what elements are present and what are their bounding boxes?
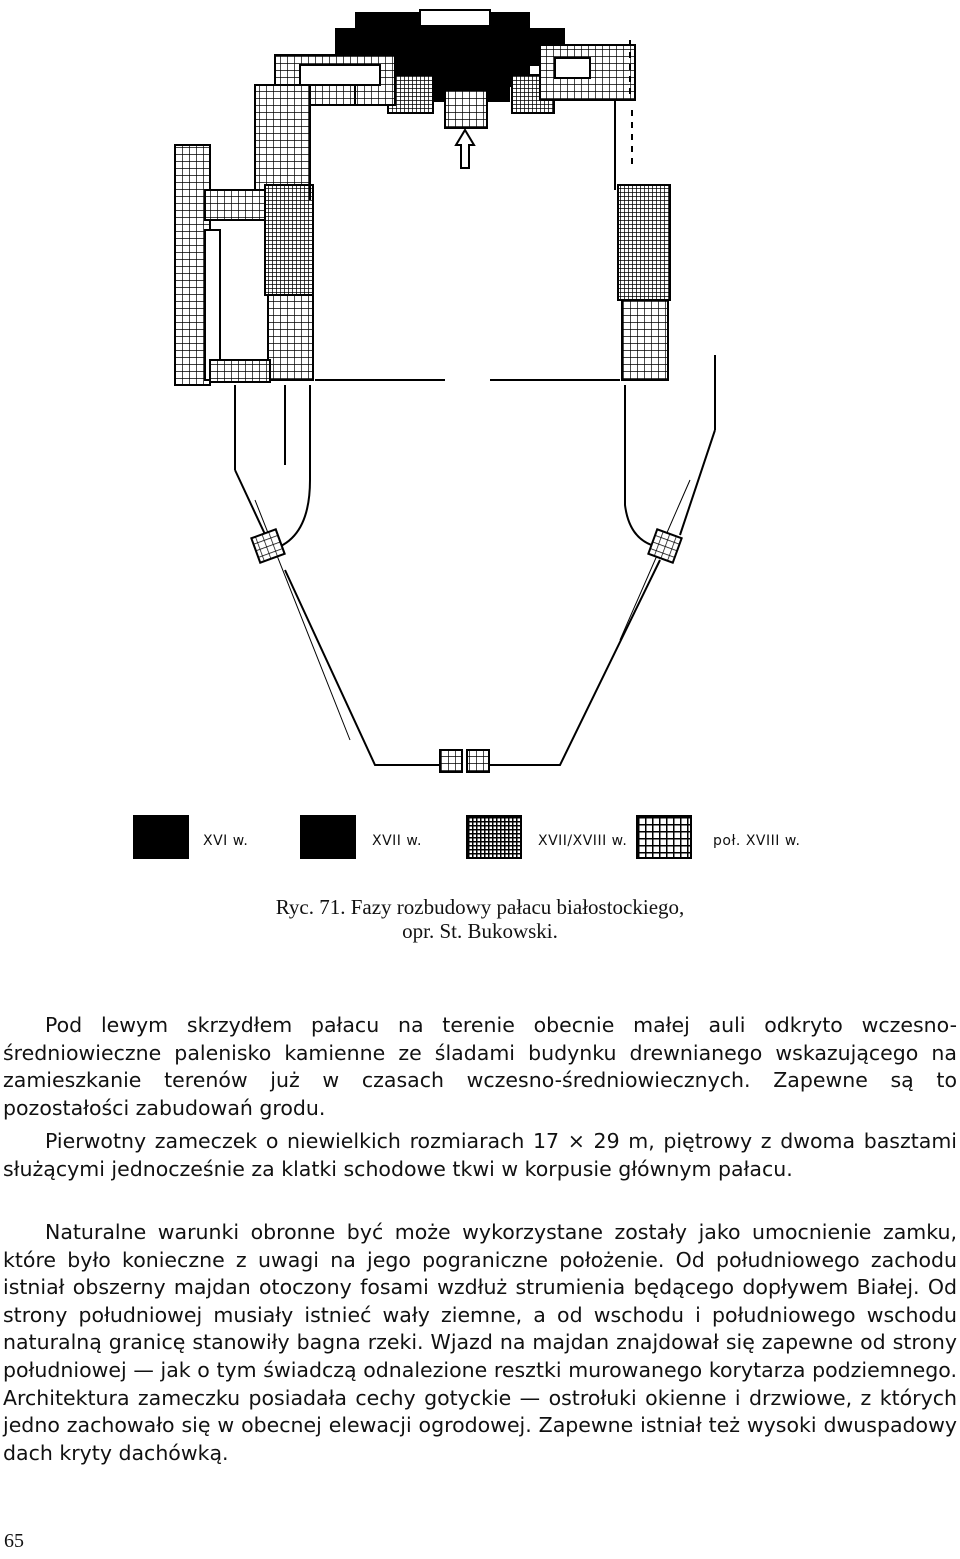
legend-label-xvii-xviii: XVII/XVIII w.	[538, 833, 628, 849]
paragraph-2: Pierwotny zameczek o niewielkich rozmiarach 17 × 29 m, piętrowy z dwoma basztami służącymi jednocześnie za klatki schodowe tkwi w korpusie głównym pałacu.	[3, 1129, 957, 1181]
legend-label-xvii: XVII w.	[372, 833, 422, 849]
legend-swatch-xvi	[133, 815, 189, 859]
legend-swatch-xvii-xviii	[466, 815, 522, 859]
figure-caption-line-2: opr. St. Bukowski.	[402, 919, 558, 943]
west-wing	[175, 85, 313, 385]
legend-label-pol-xviii: poł. XVIII w.	[713, 833, 801, 849]
legend	[0, 815, 960, 865]
south-fortification-lines	[235, 430, 715, 765]
corner-bastions	[251, 529, 681, 562]
entrance-arrow-icon	[456, 130, 474, 168]
figure-caption-line-1: Ryc. 71. Fazy rozbudowy pałacu białostockiego,	[275, 895, 685, 919]
page-number: 65	[4, 1530, 24, 1552]
legend-swatch-pol-xviii	[636, 815, 692, 859]
legend-label-xvi: XVI w.	[203, 833, 249, 849]
south-gate	[440, 750, 489, 772]
paragraph-3: Naturalne warunki obronne być może wykorzystane zostały jako umocnienie zamku, które było konieczne z uwagi na jego pograniczne położenie. Od południowego zachodu istniał obszerny majdan otoczony fosami wzdłuż strumienia będącego dopływem Białej. Od strony południowej musiały istnieć wały ziemne, a od wschodu i południowego wschodu naturalną granicę stanowiły bagna rzeki. Wjazd na majdan znajdował się zapewne od strony południowej — jak o tym świadczą odnalezione resztki murowanego korytarza podziemnego. Architektura zameczku posiadała cechy gotyckie — ostrołuki okienne i drzwiowe, z których jedno zachowało się w obecnej elewacji ogrodowej. Zapewne istniał też wysoki dwuspadowy dach kryty dachówką.	[3, 1220, 957, 1465]
legend-swatch-xvii	[300, 815, 356, 859]
paragraph-1: Pod lewym skrzydłem pałacu na terenie obecnie małej auli odkryto wczesno-średniowieczne palenisko kamienne ze śladami budynku drewnianego wskazującego na zamieszkanie terenów już w czasach wczesno-średniowiecznych. Zapewne są to pozostałości zabudowań grodu.	[3, 1013, 957, 1120]
